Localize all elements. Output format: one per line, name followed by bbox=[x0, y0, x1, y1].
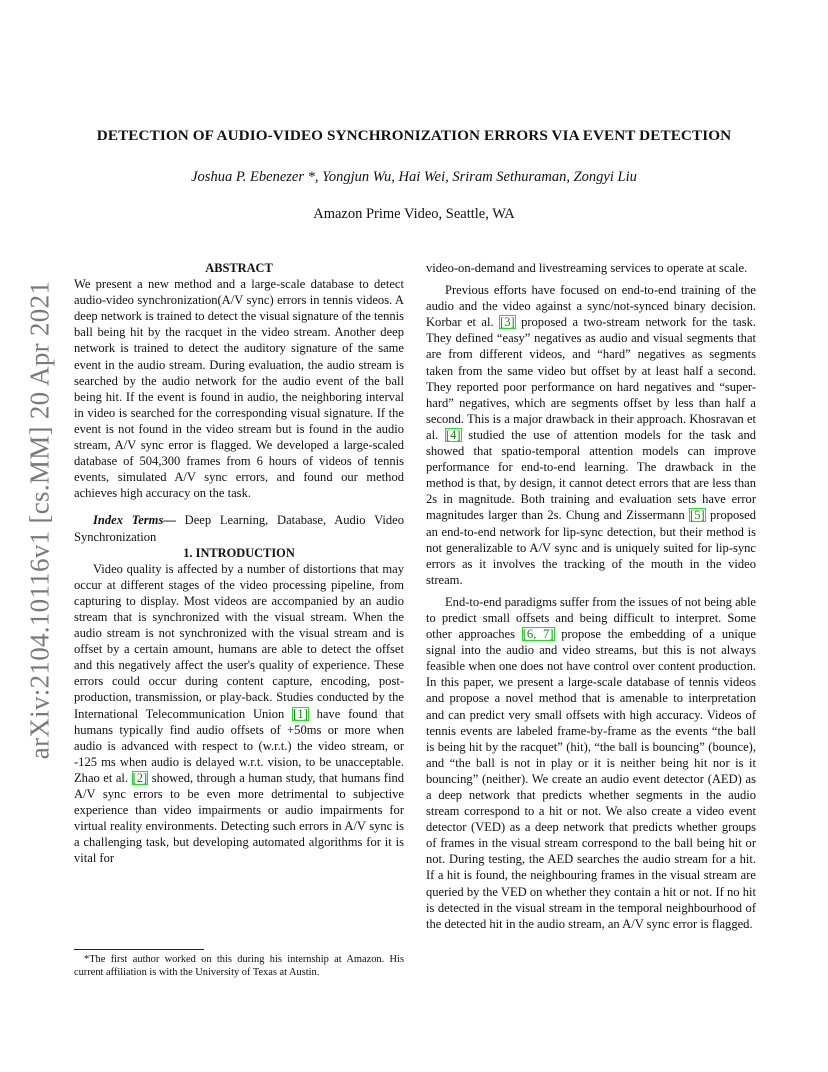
citation-link-3[interactable]: [3] bbox=[500, 315, 515, 330]
citation-link-4[interactable]: [4] bbox=[445, 427, 461, 442]
footnote-divider bbox=[74, 949, 204, 950]
index-terms-text: Deep Learning, Database, Audio Video Synchronization bbox=[74, 513, 404, 544]
intro-paragraph-2: Previous efforts have focused on end-to-end training of the audio and the video against a sync/not-synced binary decision. Korbar et al. [3] proposed a two-stream network for the task. They defined “easy” negatives as audio and visual segments that are from different videos, and “hard” negatives as segments taken from the same video but offset by at least half a second. They reported poor performance on hard negatives and “super-hard” negatives, which are segments offset by less than half a second. This is a major drawback in their approach. Khosravan et al. [4] studied the use of attention models for the task and showed that spatio-temporal attention models can improve performance for end-to-end learning. The drawback in the method is that, by design, it cannot detect errors that are less than 2s in magnitude. Both training and evaluation sets have error magnitudes larger than 2s. Chung and Zissermann [5] proposed an end-to-end network for lip-sync detection, but their method is not generalizable to A/V sync and is uniquely suited for lip-sync errors as it involves the tracking of the mouth in the video stream. bbox=[426, 283, 756, 587]
footnote: *The first author worked on this during his internship at Amazon. His current affiliation is with the University of Texas at Austin. bbox=[74, 954, 404, 978]
index-terms bbox=[74, 512, 404, 544]
citation-link-6-7[interactable]: [6, 7] bbox=[522, 627, 554, 642]
citation-link-1[interactable]: [1] bbox=[293, 706, 308, 721]
abstract-heading: ABSTRACT bbox=[205, 261, 273, 275]
index-terms-label: Index Terms— bbox=[93, 513, 176, 528]
citation-link-5[interactable]: [5] bbox=[690, 508, 705, 523]
author-affiliation: Amazon Prime Video, Seattle, WA bbox=[313, 206, 515, 222]
right-column bbox=[426, 260, 756, 932]
intro-paragraph-1-continued: video-on-demand and livestreaming services to operate at scale. bbox=[426, 261, 748, 275]
intro-paragraph-3: End-to-end paradigms suffer from the issues of not being able to predict small offsets and being difficult to interpret. Some other approaches [6, 7] propose the embedding of a unique signal into the audio and video streams, but this is not always feasible when one does not have control over content production. In this paper, we present a large-scale database of tennis videos and propose a novel method that is amenable to interpretation and can predict very small offsets with high accuracy. Videos of tennis events are labeled frame-by-frame as the events “the ball is being hit by the racquet” (hit), “the ball is bouncing” (bounce), and “the ball is not in play or it is neither being hit nor is it bouncing” (neither). We create an audio event detector (AED) as a deep network that predicts whether segments in the audio stream correspond to a hit or not. We also create a video event detector (VED) as a deep network that predicts whether groups of frames in the visual stream correspond to the ball being hit or not. During testing, the AED searches the audio stream for a hit. If a hit is found, the neighbouring frames in the visual stream are queried by the VED on whether they contain a hit or not. If no hit is detected in the visual stream in the temporal neighbourhood of the detected hit in the audio stream, an A/V sync error is flagged. bbox=[426, 594, 756, 931]
introduction-heading: 1. INTRODUCTION bbox=[183, 545, 295, 560]
paper-title: DETECTION OF AUDIO-VIDEO SYNCHRONIZATION ERRORS VIA EVENT DETECTION bbox=[96, 127, 732, 144]
arxiv-identifier-stamp: arXiv:2104.10116v1 [cs.MM] 20 Apr 2021 bbox=[24, 280, 55, 760]
abstract-text: We present a new method and a large-scale database to detect audio-video synchronization(A/V sync) errors in tennis videos. A deep network is trained to detect the visual signature of the tennis ball being hit by the racquet in the video stream. Another deep network is trained to detect the auditory signature of the same event in the audio stream. During evaluation, the audio stream is searched by the audio network for the audio event of the ball being hit. If the event is found in audio, the neighboring interval in video is searched for the corresponding visual signature. If the event is not found in the video stream but is found in the audio stream, A/V sync error is flagged. We developed a large-scaled database of 504,300 frames from 6 hours of videos of tennis events, simulated A/V sync errors, and found our method achieves high accuracy on the task. bbox=[74, 277, 404, 501]
intro-paragraph-1: Video quality is affected by a number of distortions that may occur at different stages of the video processing pipeline, from capturing to display. Most videos are accompanied by an audio stream that is synchronized with the visual stream. When the audio stream is not synchronized with the visual stream and is offset by a certain amount, humans are able to detect the offset and this negatively affect the user's quality of experience. These errors could occur during content capture, encoding, post-production, transmission, or play-back. Studies conducted by the International Telecommunication Union [1] have found that humans typically find audio offsets of +50ms or more when audio is advanced with respect to (w.r.t.) the video stream, or -125 ms when audio is delayed w.r.t. vision, to be unacceptable. Zhao et al. [2] showed, through a human study, that humans find A/V sync errors to be even more detrimental to subjective experience than video impairments or audio impairments for virtual reality environments. Detecting such errors in A/V sync is a challenging task, but developing automated algorithms for it is vital for bbox=[74, 561, 404, 866]
citation-link-2[interactable]: [2] bbox=[132, 770, 148, 785]
author-list: Joshua P. Ebenezer *, Yongjun Wu, Hai Wei, Sriram Sethuraman, Zongyi Liu bbox=[191, 169, 637, 185]
left-column bbox=[74, 260, 404, 866]
